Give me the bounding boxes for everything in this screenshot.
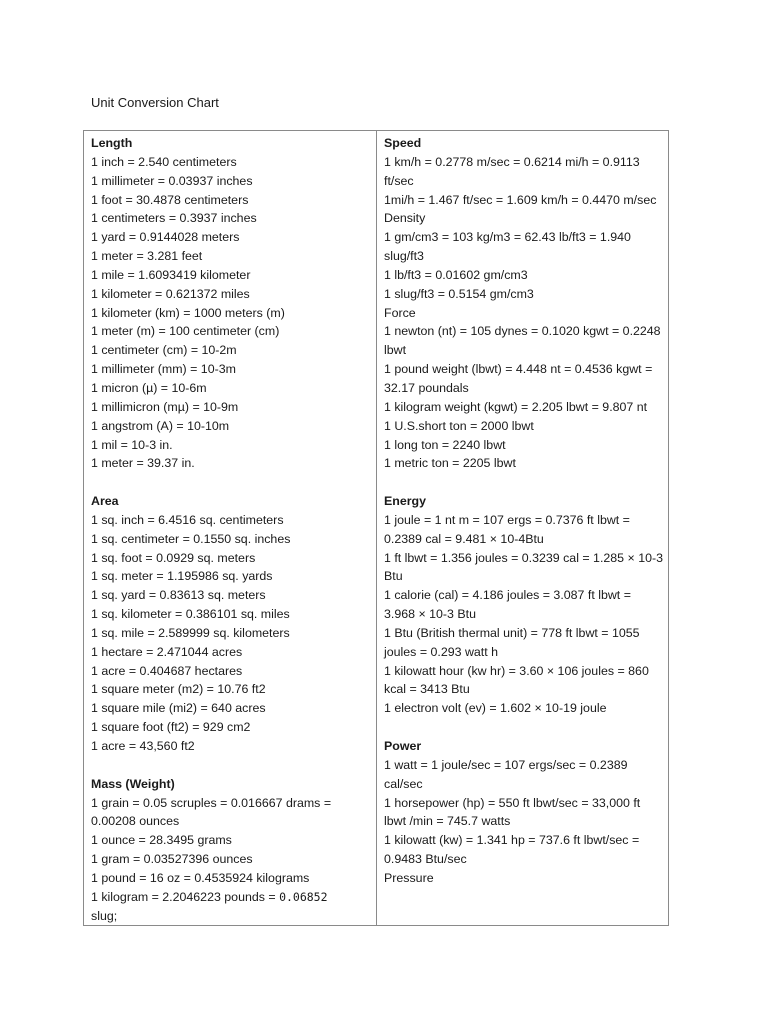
area-item: 1 sq. meter = 1.195986 sq. yards <box>91 569 273 584</box>
force-item: 1 pound weight (lbwt) = 4.448 nt = 0.4536 kgwt = 32.17 poundals <box>384 362 653 395</box>
density-item: 1 gm/cm3 = 103 kg/m3 = 62.43 lb/ft3 = 1.940 slug/ft3 <box>384 230 631 264</box>
area-item: 1 acre = 43,560 ft2 <box>91 739 195 753</box>
area-item: 1 sq. inch = 6.4516 sq. centimeters <box>91 512 284 527</box>
section-heading-density: Density <box>384 211 426 226</box>
force-item: 1 kilogram weight (kgwt) = 2.205 lbwt = 9.807 nt <box>384 399 648 414</box>
length-item: 1 angstrom (A) = 10-10m <box>91 418 230 433</box>
area-item: 1 sq. mile = 2.589999 sq. kilometers <box>91 625 290 640</box>
length-item: 1 kilometer (km) = 1000 meters (m) <box>91 305 285 320</box>
power-item: 1 kilowatt (kw) = 1.341 hp = 737.6 ft lbwt/sec = 0.9483 Btu/sec <box>384 833 640 867</box>
mass-item-last-tail: slug; <box>91 908 118 923</box>
spacer <box>91 473 376 492</box>
energy-item: 1 calorie (cal) = 4.186 joules = 3.087 ft lbwt = 3.968 × 10-3 Btu <box>384 588 631 622</box>
spacer <box>91 756 376 775</box>
length-item: 1 mil = 10-3 in. <box>91 437 173 452</box>
area-item: 1 hectare = 2.471044 acres <box>91 644 243 659</box>
length-item: 1 meter (m) = 100 centimeter (cm) <box>91 324 280 339</box>
area-item: 1 sq. kilometer = 0.386101 sq. miles <box>91 607 290 622</box>
length-item: 1 micron (µ) = 10-6m <box>91 380 207 395</box>
length-item: 1 millimeter (mm) = 10-3m <box>91 362 236 377</box>
mass-item: 1 gram = 0.03527396 ounces <box>91 852 253 867</box>
length-item: 1 meter = 39.37 in. <box>91 456 195 471</box>
section-heading-energy: Energy <box>384 494 427 509</box>
mass-item: 1 pound = 16 oz = 0.4535924 kilograms <box>91 870 310 885</box>
area-item: 1 acre = 0.404687 hectares <box>91 663 243 678</box>
section-heading-area: Area <box>91 494 119 509</box>
length-item: 1 kilometer = 0.621372 miles <box>91 286 250 301</box>
spacer <box>384 473 664 492</box>
area-item: 1 square mile (mi2) = 640 acres <box>91 701 266 716</box>
force-item: 1 long ton = 2240 lbwt <box>384 437 506 452</box>
mass-item-last-mono: 0.06852 <box>279 889 328 904</box>
section-heading-force: Force <box>384 305 416 320</box>
section-heading-power: Power <box>384 739 422 753</box>
force-item: 1 U.S.short ton = 2000 lbwt <box>384 418 534 433</box>
length-item: 1 yard = 0.9144028 meters <box>91 230 240 245</box>
force-item: 1 metric ton = 2205 lbwt <box>384 456 516 471</box>
density-item: 1 slug/ft3 = 0.5154 gm/cm3 <box>384 286 534 301</box>
energy-item: 1 ft lbwt = 1.356 joules = 0.3239 cal = 1.285 × 10-3 Btu <box>384 550 663 584</box>
energy-item: 1 joule = 1 nt m = 107 ergs = 0.7376 ft lbwt = 0.2389 cal = 9.481 × 10-4Btu <box>384 512 630 546</box>
length-item: 1 mile = 1.6093419 kilometer <box>91 267 251 282</box>
mass-item: 1 grain = 0.05 scruples = 0.016667 drams = 0.00208 ounces <box>91 795 332 829</box>
section-heading-mass: Mass (Weight) <box>91 776 175 791</box>
spacer <box>384 718 664 737</box>
length-item: 1 inch = 2.540 centimeters <box>91 154 237 169</box>
area-item: 1 square foot (ft2) = 929 cm2 <box>91 720 251 735</box>
area-item: 1 sq. yard = 0.83613 sq. meters <box>91 588 266 603</box>
section-heading-length: Length <box>91 136 133 150</box>
energy-item: 1 Btu (British thermal unit) = 778 ft lbwt = 1055 joules = 0.293 watt h <box>384 625 640 659</box>
energy-item: 1 electron volt (ev) = 1.602 × 10-19 joule <box>384 701 607 716</box>
section-heading-speed: Speed <box>384 136 422 150</box>
area-item: 1 sq. foot = 0.0929 sq. meters <box>91 550 256 565</box>
length-item: 1 millimicron (mµ) = 10-9m <box>91 399 239 414</box>
right-column <box>377 131 668 925</box>
area-item: 1 sq. centimeter = 0.1550 sq. inches <box>91 531 291 546</box>
density-item: 1 lb/ft3 = 0.01602 gm/cm3 <box>384 267 528 282</box>
force-item: 1 newton (nt) = 105 dynes = 0.1020 kgwt = 0.2248 lbwt <box>384 324 661 358</box>
length-item: 1 foot = 30.4878 centimeters <box>91 192 249 207</box>
page-title: Unit Conversion Chart <box>91 95 219 110</box>
section-heading-pressure: Pressure <box>384 870 434 885</box>
area-item: 1 square meter (m2) = 10.76 ft2 <box>91 682 266 697</box>
power-item: 1 watt = 1 joule/sec = 107 ergs/sec = 0.2389 cal/sec <box>384 757 628 791</box>
mass-item: 1 ounce = 28.3495 grams <box>91 833 232 848</box>
speed-item: 1 km/h = 0.2778 m/sec = 0.6214 mi/h = 0.9113 ft/sec <box>384 154 640 188</box>
speed-item: 1mi/h = 1.467 ft/sec = 1.609 km/h = 0.4470 m/sec <box>384 192 657 207</box>
conversion-table <box>83 130 669 926</box>
length-item: 1 centimeters = 0.3937 inches <box>91 211 257 226</box>
length-item: 1 meter = 3.281 feet <box>91 249 203 264</box>
power-item: 1 horsepower (hp) = 550 ft lbwt/sec = 33,000 ft lbwt /min = 745.7 watts <box>384 795 641 829</box>
mass-item-last-main: 1 kilogram = 2.2046223 pounds = <box>91 889 280 904</box>
length-item: 1 millimeter = 0.03937 inches <box>91 173 253 188</box>
left-column <box>84 131 377 925</box>
energy-item: 1 kilowatt hour (kw hr) = 3.60 × 106 joules = 860 kcal = 3413 Btu <box>384 663 649 697</box>
length-item: 1 centimeter (cm) = 10-2m <box>91 343 237 358</box>
mass-item-last <box>91 888 376 907</box>
